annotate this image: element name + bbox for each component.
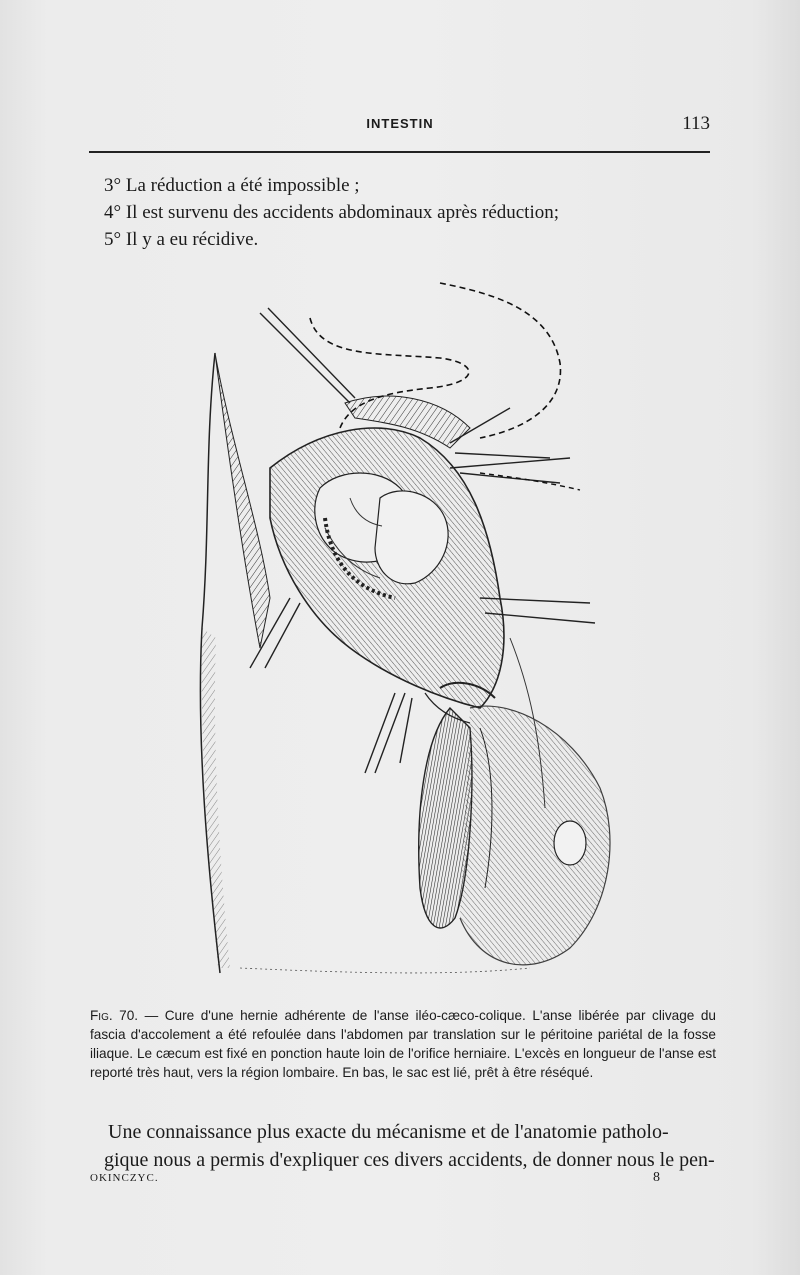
page-number: 113 <box>682 113 710 134</box>
enumerated-list <box>104 172 559 253</box>
list-item: 3° La réduction a été impossible ; <box>104 175 360 196</box>
list-item: 5° Il y a eu récidive. <box>104 229 259 250</box>
running-title: INTESTIN <box>366 116 434 131</box>
figure-caption <box>90 1006 716 1082</box>
footer-signature: 8 <box>653 1170 660 1185</box>
body-paragraph <box>104 1118 716 1174</box>
body-line: gique nous a permis d'expliquer ces divers accidents, de donner nous le pen- <box>104 1149 715 1171</box>
page-footer <box>90 1172 660 1192</box>
running-head <box>90 113 710 136</box>
surgical-figure <box>150 268 640 980</box>
list-item: 4° Il est survenu des accidents abdominaux après réduction; <box>104 202 560 223</box>
body-line: Une connaissance plus exacte du mécanisme et de l'anatomie patholo- <box>108 1121 669 1143</box>
caption-text: — Cure d'une hernie adhérente de l'anse iléo-cæco-colique. L'anse libérée par clivage du fascia d'accolement a été refoulée dans l'abdomen par translation sur le péritoine pariétal de la fosse iliaque. Le cæcum est fixé en ponction haute loin de l'orifice herniaire. L'excès en longueur de l'anse est reporté très haut, vers la région lombaire. En bas, le sac est lié, prêt à être réséqué. <box>90 1008 716 1080</box>
surgical-illustration-icon <box>150 268 640 980</box>
header-rule <box>89 151 710 153</box>
footer-author: OKINCZYC. <box>90 1172 159 1184</box>
figure-label: Fig. 70. <box>90 1008 139 1023</box>
